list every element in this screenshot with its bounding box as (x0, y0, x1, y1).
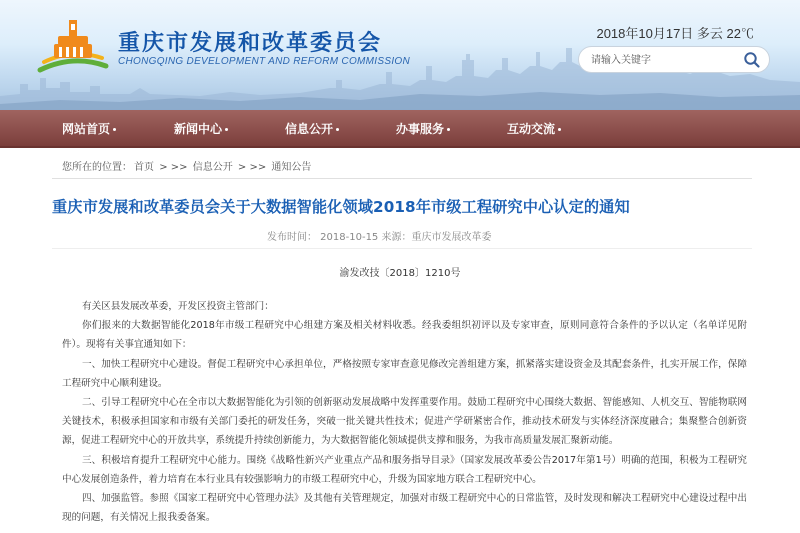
article-paragraph: 你们报来的大数据智能化2018年市级工程研究中心组建方案及相关材料收悉。经我委组织初评以及专家审查，原则同意符合条件的予以认定（名单详见附件）。现将有关事宜通知如下： (62, 320, 747, 351)
article-paragraph: 二、引导工程研究中心在全市以大数据智能化为引领的创新驱动发展战略中发挥重要作用。鼓励工程研究中心围绕大数据、智能感知、人机交互、智能物联网关键技术，积极承担国家和市级有关部门委托的研发任务，突破一批关键共性技术；促进产学研紧密合作，推动技术研发与实体经济深度融合；集聚整合创新资源，促进工程研究中心的开放共享，系统提升持续创新能力，为大数据智能化领域提供支撑和服务，为我市高质量发展汇聚新动能。 (62, 397, 747, 447)
dot-icon (336, 128, 339, 131)
breadcrumb-item-home[interactable]: 首页 (134, 162, 154, 173)
nav-item-label: 新闻中心 (174, 122, 223, 136)
breadcrumb-prefix: 您所在的位置： (62, 162, 132, 173)
nav-item-label: 信息公开 (285, 122, 334, 136)
nav-item-services[interactable] (396, 110, 450, 148)
article-meta: 发布时间： 2018-10-15 来源：重庆市发展改革委 (267, 232, 492, 243)
nav-item-label: 互动交流 (507, 122, 556, 136)
dot-icon (225, 128, 228, 131)
article-body (62, 297, 747, 527)
nav-item-home[interactable] (62, 110, 116, 148)
main-nav (0, 110, 800, 148)
site-header (0, 0, 800, 110)
document-number: 渝发改技〔2018〕1210号 (339, 268, 461, 279)
article-paragraph: 三、积极培育提升工程研究中心能力。围绕《战略性新兴产业重点产品和服务指导目录》（国家发展改革委公告2017年第1号）明确的范围，积极为工程研究中心发展创造条件，着力培育在本行业具有较强影响力的市级工程研究中心，升级为国家地方联合工程研究中心。 (62, 454, 747, 485)
search-box (578, 46, 770, 73)
site-subtitle: CHONGQING DEVELOPMENT AND REFORM COMMISSION (118, 56, 410, 67)
breadcrumb-separator: > >> (237, 162, 267, 173)
breadcrumb-separator: > >> (159, 162, 188, 173)
meta-divider (52, 248, 752, 249)
date-weather: 2018年10月17日 多云 22℃ (596, 26, 754, 41)
nav-item-interaction[interactable] (507, 110, 561, 148)
article-title: 重庆市发展和改革委员会关于大数据智能化领域2018年市级工程研究中心认定的通知 (52, 198, 630, 216)
dot-icon (558, 128, 561, 131)
article-paragraph: 有关区县发展改革委，开发区投资主管部门： (82, 301, 274, 312)
dot-icon (113, 128, 116, 131)
breadcrumb (62, 158, 313, 173)
nav-item-news[interactable] (174, 110, 228, 148)
search-icon[interactable] (743, 51, 761, 69)
search-input[interactable] (591, 51, 741, 69)
dot-icon (447, 128, 450, 131)
breadcrumb-item-notices[interactable]: 通知公告 (271, 162, 312, 173)
site-title: 重庆市发展和改革委员会 (118, 30, 383, 56)
nav-item-label: 网站首页 (62, 122, 111, 136)
nav-item-label: 办事服务 (396, 122, 445, 136)
article-paragraph: 一、加快工程研究中心建设。督促工程研究中心承担单位，严格按照专家审查意见修改完善组建方案，抓紧落实建设资金及其配套条件，扎实开展工作，保障工程研究中心顺利建设。 (62, 358, 747, 389)
chongqing-drc-logo (36, 14, 110, 76)
breadcrumb-divider (52, 178, 752, 179)
article-paragraph: 四、加强监管。参照《国家工程研究中心管理办法》及其他有关管理规定，加强对市级工程研究中心的日常监管，及时发现和解决工程研究中心建设过程中出现的问题，有关情况上报我委备案。 (62, 493, 747, 524)
nav-item-info-disclosure[interactable] (285, 110, 339, 148)
breadcrumb-item-info-disclosure[interactable]: 信息公开 (192, 162, 233, 173)
